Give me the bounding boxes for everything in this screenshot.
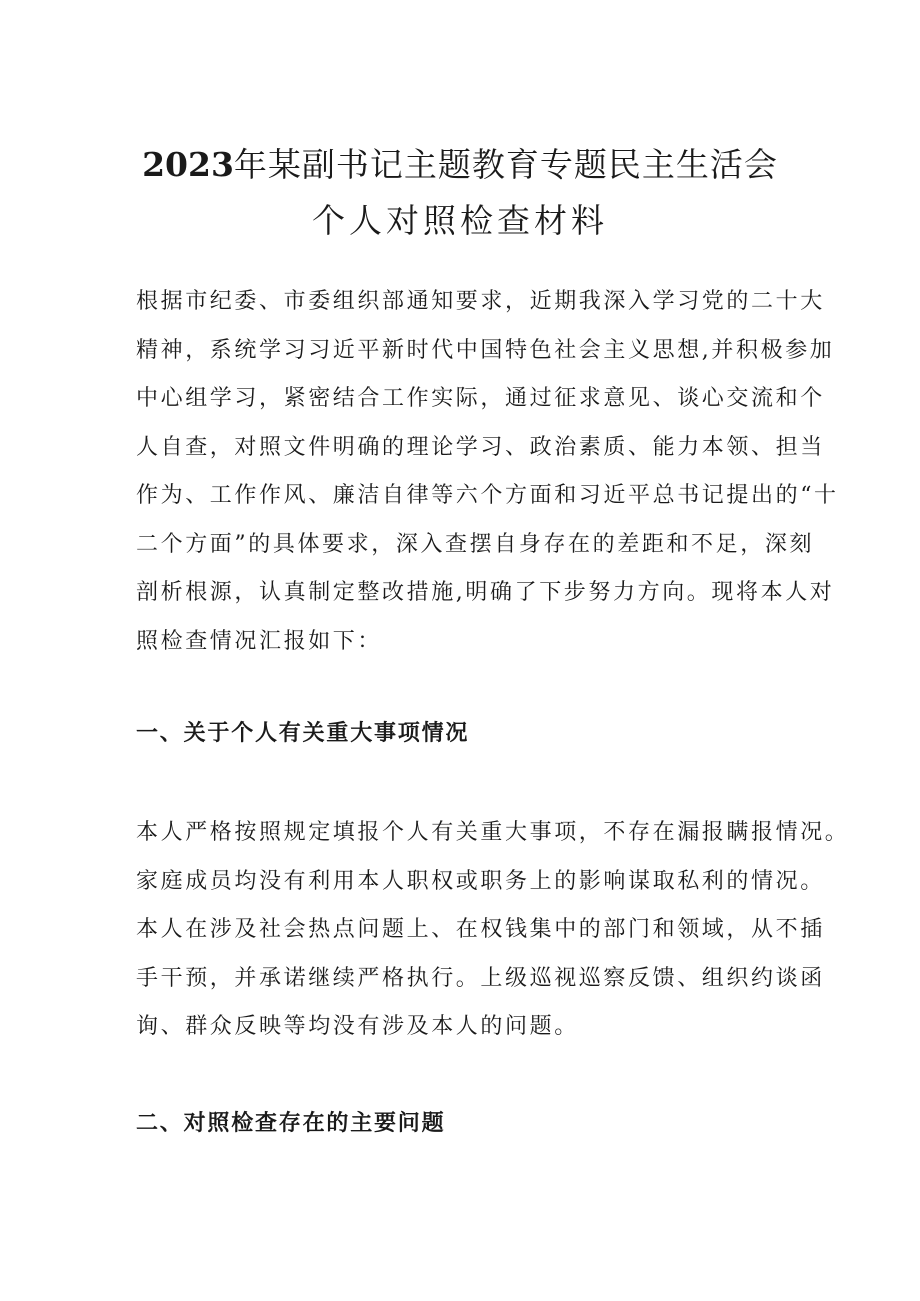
- paragraph-line: 二个方面”的具体要求，深入查摆自身存在的差距和不足，深刻: [136, 531, 815, 557]
- paragraph-line: 询、群众反映等均没有涉及本人的问题。: [136, 1014, 579, 1039]
- paragraph-line: 手干预，并承诺继续严格执行。上级巡视巡察反馈、组织约谈函: [136, 965, 825, 991]
- paragraph-line: 根据市纪委、市委组织部通知要求，近期我深入学习党的二十大: [136, 289, 825, 314]
- paragraph-line: 中心组学习，紧密结合工作实际，通过征求意见、谈心交流和个: [136, 386, 825, 411]
- paragraph-line: 照检查情况汇报如下：: [136, 628, 383, 654]
- intro-paragraph: [136, 278, 839, 666]
- paragraph-line: 人自查，对照文件明确的理论学习、政治素质、能力本领、担当: [136, 434, 825, 460]
- paragraph-line: 本人在涉及社会热点问题上、在权钱集中的部门和领域，从不插: [136, 917, 825, 942]
- paragraph-line: 家庭成员均没有利用本人职权或职务上的影响谋取私利的情况。: [136, 868, 825, 894]
- title-text: 年某副书记主题教育专题民主生活会: [233, 145, 778, 184]
- section-1-heading: 一、关于个人有关重大事项情况: [136, 720, 470, 746]
- paragraph-line: 剖析根源，认真制定整改措施,明确了下步努力方向。现将本人对: [136, 580, 835, 605]
- paragraph-line: 作为、工作作风、廉洁自律等六个方面和习近平总书记提出的“十: [136, 483, 839, 508]
- title-year: 2023: [142, 145, 234, 184]
- section-2-heading: 二、对照检查存在的主要问题: [136, 1110, 446, 1136]
- section-1-paragraph: [136, 809, 850, 1052]
- document-title-line-1: [0, 145, 920, 185]
- paragraph-line: 本人严格按照规定填报个人有关重大事项，不存在漏报瞒报情况。: [136, 820, 850, 845]
- paragraph-line: 精神，系统学习习近平新时代中国特色社会主义思想,并积极参加: [136, 337, 835, 363]
- document-title-line-2: 个人对照检查材料: [312, 201, 608, 240]
